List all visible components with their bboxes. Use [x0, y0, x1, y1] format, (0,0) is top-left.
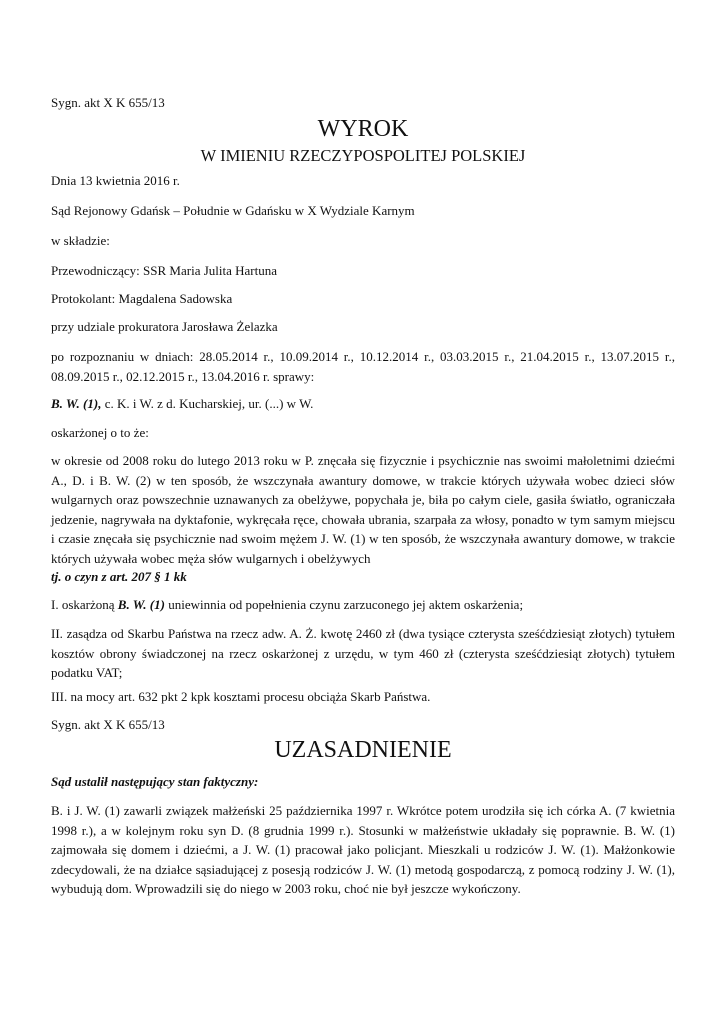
verdict-subtitle: W IMIENIU RZECZYPOSPOLITEJ POLSKIEJ: [200, 146, 526, 165]
verdict-title: WYROK: [317, 116, 409, 142]
defendant-name: B. W. (1),: [51, 396, 102, 411]
defendant-line: [51, 394, 675, 414]
case-signature: Sygn. akt X K 655/13: [51, 95, 165, 110]
accused-label: oskarżonej o to że:: [51, 425, 149, 440]
verdict-point-1-text: uniewinnia od popełnienia czynu zarzuconego jej aktem oskarżenia;: [164, 597, 524, 612]
justification-paragraph: B. i J. W. (1) zawarli związek małżeński 25 października 1997 r. Wkrótce potem urodziła się ich córka A. (7 kwietnia 1998 r.), a w kolejnym roku syn D. (8 grudnia 1999 r.). Stosunki w małżeństwie układały się poprawnie. B. W. (1) zajmowała się domem i dziećmi, a J. W. (1) pracował jako policjant. Mieszkali u rodziców J. W. (1). Małżonkowie zdecydowali, że na działce sąsiadującej z posesją rodziców J. W. (1) metodą gospodarczą, z pomocą rodziny J. W. (1), wybudują dom. Wprowadzili się do niego w 2003 roku, choć nie był jeszcze wykończony.: [51, 803, 675, 896]
legal-article: tj. o czyn z art. 207 § 1 kk: [51, 569, 187, 584]
justification-title: UZASADNIENIE: [274, 737, 452, 763]
court-clerk: Protokolant: Magdalena Sadowska: [51, 291, 233, 306]
case-signature-2: Sygn. akt X K 655/13: [51, 717, 165, 732]
verdict-date: Dnia 13 kwietnia 2016 r.: [51, 173, 180, 188]
hearing-dates: po rozpoznaniu w dniach: 28.05.2014 r., 10.09.2014 r., 10.12.2014 r., 03.03.2015 r., 21.04.2015 r., 13.07.2015 r., 08.09.2015 r., 02.12.2015 r., 13.04.2016 r. sprawy:: [51, 349, 675, 384]
verdict-point-1-prefix: I. oskarżoną: [51, 597, 118, 612]
verdict-point-1: [51, 595, 675, 615]
defendant-details: c. K. i W. z d. Kucharskiej, ur. (...) w W.: [101, 396, 314, 411]
verdict-point-2: II. zasądza od Skarbu Państwa na rzecz adw. A. Ż. kwotę 2460 zł (dwa tysiące czterysta sześćdziesiąt złotych) tytułem kosztów obrony świadczonej na rzecz oskarżonej z urzędu, w tym 460 zł (czterysta sześćdziesiąt złotych) tytułem podatku VAT;: [51, 626, 675, 680]
presiding-judge: Przewodniczący: SSR Maria Julita Hartuna: [51, 263, 277, 278]
court-name: Sąd Rejonowy Gdańsk – Południe w Gdańsku w X Wydziale Karnym: [51, 203, 415, 218]
justification-subheading: Sąd ustalił następujący stan faktyczny:: [51, 774, 259, 789]
composition-label: w składzie:: [51, 233, 110, 248]
prosecutor: przy udziale prokuratora Jarosława Żelazka: [51, 319, 278, 334]
verdict-point-3: III. na mocy art. 632 pkt 2 kpk kosztami procesu obciąża Skarb Państwa.: [51, 689, 431, 704]
charge-text: w okresie od 2008 roku do lutego 2013 roku w P. znęcała się fizycznie i psychicznie nas swoimi małoletnimi dziećmi A., D. i B. W. (2) w ten sposób, że wszczynała awantury domowe, w trakcie których używała wobec dzieci słów wulgarnych oraz powszechnie uznawanych za obelżywe, popychała je, biła po całym ciele, gasiła światło, ograniczała jedzenie, nagrywała na dyktafonie, wykręcała ręce, chowała ubrania, szarpała za włosy, ponadto w tym samym miejscu i czasie znęcała się psychicznie nad swoim mężem J. W. (1) w ten sposób, że wszczynała awantury domowe, w trakcie których używała wobec męża słów wulgarnych i obelżywych: [51, 453, 675, 566]
verdict-point-1-name: B. W. (1): [117, 597, 165, 612]
